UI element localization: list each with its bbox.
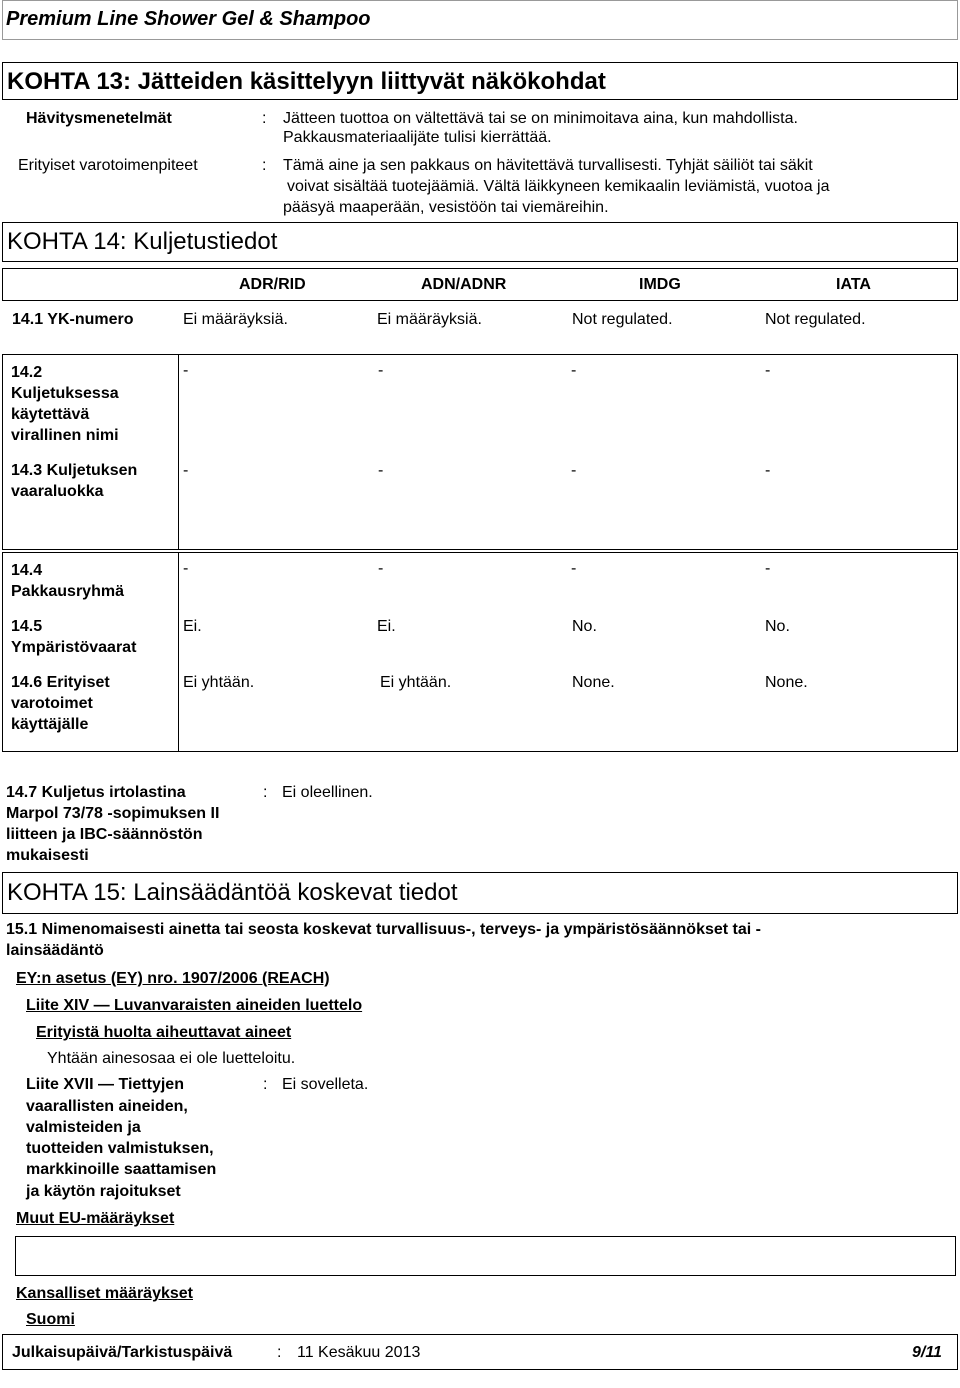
transport-group-1 [2,354,958,550]
annex-xvii-value: Ei sovelleta. [282,1076,369,1093]
annex-xvii-label-line-5: markkinoille saattamisen [26,1161,217,1178]
row-14-5-imdg: No. [572,618,597,635]
row-14-2-label-line-3: käytettävä [11,406,90,423]
row-14-2-label-line-4: virallinen nimi [11,427,119,444]
footer-page-number: 9/11 [912,1344,942,1361]
column-header-imdg: IMDG [639,276,681,293]
row-14-3-adn: - [378,462,384,479]
annex-xvii-colon: : [263,1076,268,1093]
row-14-5-label-line-2: Ympäristövaarat [11,639,137,656]
row-14-4-imdg: - [571,560,577,577]
row-14-5-label-line-1: 14.5 [11,618,43,635]
row-14-1-imdg: Not regulated. [572,311,673,328]
row-14-2-adn: - [378,362,384,379]
section-15-title: KOHTA 15: Lainsäädäntöä koskevat tiedot [7,879,458,906]
row-14-4-iata: - [765,560,771,577]
special-precautions-colon: : [262,157,267,174]
column-header-iata: IATA [836,276,871,293]
section-13-title: KOHTA 13: Jätteiden käsittelyyn liittyvät näkökohdat [7,68,606,95]
row-14-7-label-line-2: Marpol 73/78 -sopimuksen II [6,805,220,822]
row-14-4-label-line-1: 14.4 [11,562,43,579]
row-14-7-value: Ei oleellinen. [282,784,373,801]
row-14-5-adr: Ei. [183,618,202,635]
row-14-6-imdg: None. [572,674,615,691]
row-14-6-label-line-1: 14.6 Erityiset [11,674,110,691]
row-14-6-label-line-2: varotoimet [11,695,93,712]
other-eu-box [15,1236,956,1276]
footer-date-label: Julkaisupäivä/Tarkistuspäivä [12,1344,233,1361]
svhc-value: Yhtään ainesosaa ei ole luetteloitu. [47,1050,296,1067]
row-14-6-iata: None. [765,674,808,691]
row-14-2-adr: - [183,362,189,379]
annex-xvii-label-line-1: Liite XVII — Tiettyjen [26,1076,184,1093]
column-header-adr-rid: ADR/RID [239,276,306,293]
row-14-4-adr: - [183,560,189,577]
footer-colon: : [277,1344,282,1361]
row-14-3-adr: - [183,462,189,479]
row-14-6-adr: Ei yhtään. [183,674,255,691]
row-14-5-iata: No. [765,618,790,635]
transport-group-1-divider [178,354,179,550]
row-14-6-adn: Ei yhtään. [380,674,452,691]
special-precautions-label: Erityiset varotoimenpiteet [18,157,198,174]
other-eu-heading: Muut EU-määräykset [16,1210,175,1227]
row-14-1-adr: Ei määräyksiä. [183,311,288,328]
row-14-7-label-line-3: liitteen ja IBC-säännöstön [6,826,203,843]
section-15-1-line-2: lainsäädäntö [6,942,104,959]
column-header-adn-adnr: ADN/ADNR [421,276,507,293]
transport-group-2-divider [178,552,179,752]
section-14-title: KOHTA 14: Kuljetustiedot [7,228,278,255]
disposal-methods-line-1: Jätteen tuottoa on vältettävä tai se on minimoitava aina, kun mahdollista. [283,110,798,127]
national-heading: Kansalliset määräykset [16,1285,193,1302]
annex-xvii-label-line-3: valmisteiden ja [26,1119,141,1136]
disposal-methods-label: Hävitysmenetelmät [26,110,172,127]
finland-heading: Suomi [26,1311,75,1328]
row-14-1-adn: Ei määräyksiä. [377,311,482,328]
row-14-2-imdg: - [571,362,577,379]
row-14-3-label-line-2: vaaraluokka [11,483,104,500]
row-14-1-iata: Not regulated. [765,311,866,328]
footer-date-value: 11 Kesäkuu 2013 [297,1344,421,1361]
special-precautions-line-2: voivat sisältää tuotejäämiä. Vältä läikkyneen kemikaalin leviämistä, vuotoa ja [287,178,830,195]
row-14-3-imdg: - [571,462,577,479]
annex-xvii-label-line-2: vaarallisten aineiden, [26,1098,188,1115]
annex-xiv-heading: Liite XIV — Luvanvaraisten aineiden luettelo [26,997,363,1014]
special-precautions-line-1: Tämä aine ja sen pakkaus on hävitettävä turvallisesti. Tyhjät säiliöt tai säkit [283,157,813,174]
row-14-7-label-line-1: 14.7 Kuljetus irtolastina [6,784,186,801]
special-precautions-line-3: pääsyä maaperään, vesistöön tai viemäreihin. [283,199,609,216]
row-14-5-adn: Ei. [377,618,396,635]
disposal-methods-line-2: Pakkausmateriaalijäte tulisi kierrättää. [283,129,552,146]
document-title: Premium Line Shower Gel & Shampoo [6,8,371,30]
row-14-2-iata: - [765,362,771,379]
annex-xvii-label-line-4: tuotteiden valmistuksen, [26,1140,214,1157]
transport-group-2 [2,552,958,752]
row-14-7-label-line-4: mukaisesti [6,847,89,864]
row-14-4-label-line-2: Pakkausryhmä [11,583,124,600]
reach-heading: EY:n asetus (EY) nro. 1907/2006 (REACH) [16,970,330,987]
annex-xvii-label-line-6: ja käytön rajoitukset [26,1183,181,1200]
row-14-1-label: 14.1 YK-numero [12,311,134,328]
section-15-1-line-1: 15.1 Nimenomaisesti ainetta tai seosta koskevat turvallisuus-, terveys- ja ympäristösäännökset tai - [6,921,761,938]
row-14-4-adn: - [378,560,384,577]
row-14-6-label-line-3: käyttäjälle [11,716,89,733]
row-14-2-label-line-2: Kuljetuksessa [11,385,119,402]
disposal-methods-colon: : [262,110,267,127]
row-14-7-colon: : [263,784,268,801]
row-14-3-label-line-1: 14.3 Kuljetuksen [11,462,138,479]
row-14-3-iata: - [765,462,771,479]
row-14-2-label-line-1: 14.2 [11,364,43,381]
svhc-heading: Erityistä huolta aiheuttavat aineet [36,1024,292,1041]
